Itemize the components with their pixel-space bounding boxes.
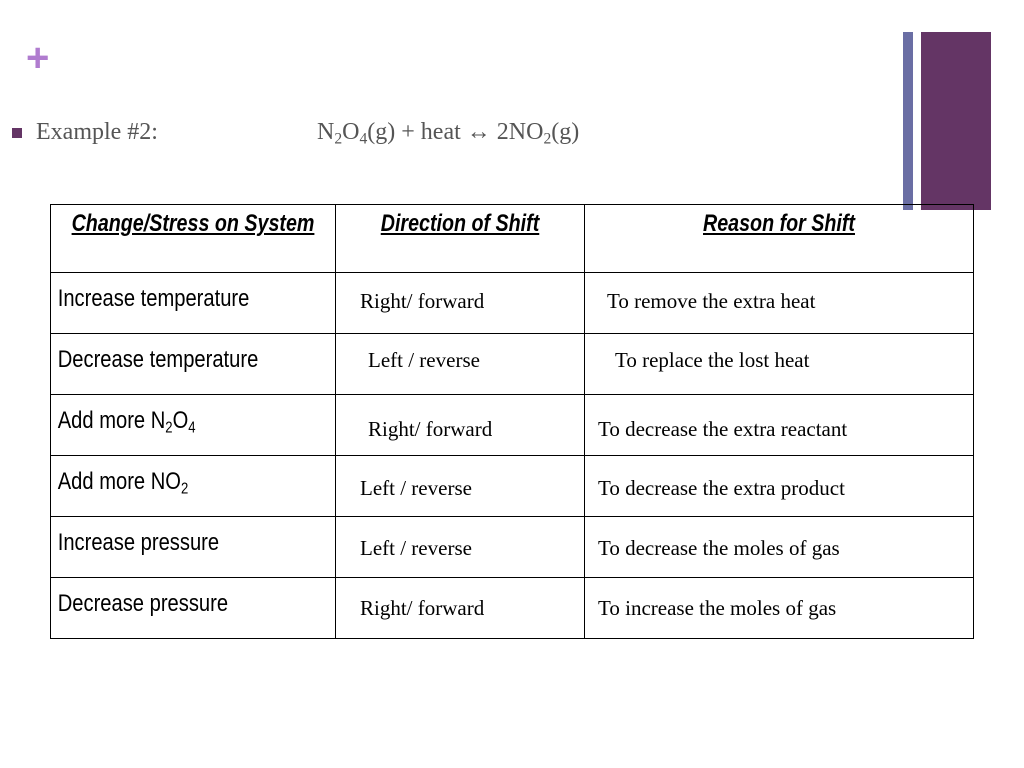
bullet-icon <box>12 128 22 138</box>
direction-cell: Left / reverse <box>368 348 480 372</box>
header-cell-direction <box>336 205 585 273</box>
chemical-equation: $N_2O_4(g)$ + heat ↔ $2NO_2(g)$ <box>317 119 580 148</box>
reason-cell: To remove the extra heat <box>607 289 816 313</box>
header-reason: Reason for Shift <box>703 210 855 237</box>
direction-cell: Left / reverse <box>360 476 472 500</box>
header-change-stress: Change/Stress on System <box>71 210 315 237</box>
direction-cell: Right/ forward <box>360 289 485 313</box>
reason-cell: To decrease the extra product <box>598 476 845 500</box>
header-direction: Direction of Shift <box>380 210 540 237</box>
decorative-bar-blue <box>903 32 913 210</box>
table-row <box>51 578 974 639</box>
table-row <box>51 517 974 578</box>
direction-cell: Right/ forward <box>360 596 485 620</box>
change-cell: Decrease pressure <box>57 590 229 617</box>
reason-cell: To increase the moles of gas <box>598 596 837 620</box>
change-cell: Add more $N_2O_4$ <box>57 407 196 437</box>
table-header-row <box>51 205 974 273</box>
table-row <box>51 456 974 517</box>
plus-icon: + <box>26 36 50 80</box>
header-cell-reason <box>585 205 974 273</box>
header-cell-change <box>51 205 336 273</box>
reason-cell: To replace the lost heat <box>615 348 810 372</box>
table-row <box>51 334 974 395</box>
table-row <box>51 395 974 456</box>
change-cell: Add more $NO_2$ <box>57 468 189 498</box>
table-row <box>51 273 974 334</box>
change-cell: Decrease temperature <box>57 346 259 373</box>
change-cell: Increase pressure <box>57 529 220 556</box>
example-label: Example #2: <box>36 119 158 145</box>
change-cell: Increase temperature <box>57 285 250 312</box>
reason-cell: To decrease the extra reactant <box>598 417 848 441</box>
equilibrium-shift-table <box>50 204 974 639</box>
decorative-bar-purple <box>921 32 991 210</box>
reason-cell: To decrease the moles of gas <box>598 536 840 560</box>
direction-cell: Left / reverse <box>360 536 472 560</box>
direction-cell: Right/ forward <box>368 417 493 441</box>
